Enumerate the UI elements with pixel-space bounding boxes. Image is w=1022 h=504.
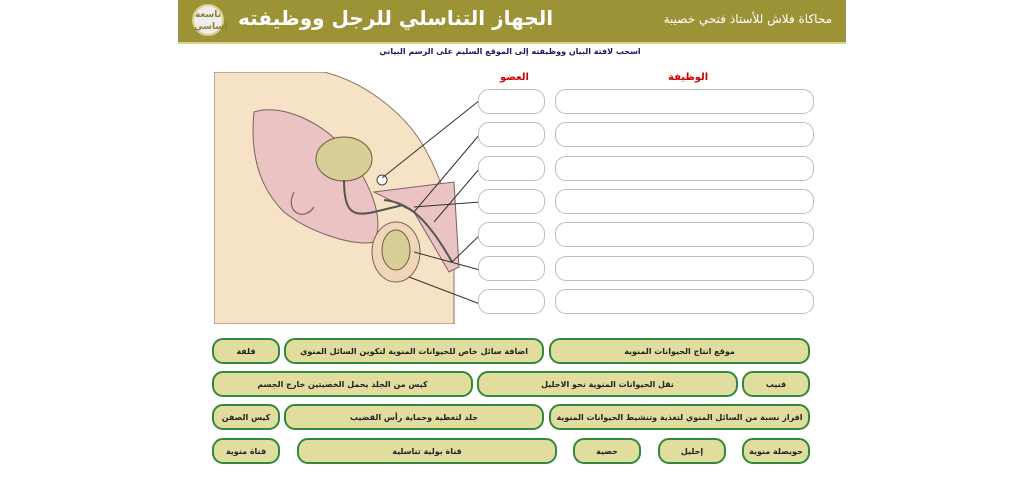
tile-urogenital-function[interactable]: قناة بولية تناسلية (297, 438, 557, 464)
tile-urethra[interactable]: إحليل (658, 438, 726, 464)
organ-slot-3[interactable] (478, 156, 545, 181)
function-slot-4[interactable] (555, 189, 814, 214)
function-slot-7[interactable] (555, 289, 814, 314)
function-slot-1[interactable] (555, 89, 814, 114)
tile-skin-protect-function[interactable]: جلد لتغطية وحماية رأس القضيب (284, 404, 544, 430)
header-bar (178, 0, 846, 44)
page-title: الجهاز التناسلي للرجل ووظيفته (238, 6, 554, 30)
anatomy-illustration (214, 72, 484, 324)
function-column-header: الوظيفة (668, 72, 709, 83)
organ-slot-2[interactable] (478, 122, 545, 147)
badge-line1: تاسعة (194, 10, 222, 20)
grade-badge (192, 4, 228, 36)
organ-column-header: العضو (500, 72, 529, 83)
organ-slot-7[interactable] (478, 289, 545, 314)
function-slot-5[interactable] (555, 222, 814, 247)
tile-qulfa[interactable]: قلفة (212, 338, 280, 364)
organ-slot-6[interactable] (478, 256, 545, 281)
function-slot-3[interactable] (555, 156, 814, 181)
function-slot-6[interactable] (555, 256, 814, 281)
tile-scrotum-function[interactable]: كيس من الجلد يحمل الخصيتين خارج الجسم (212, 371, 473, 397)
tile-seminal-vesicle[interactable]: حويصلة منوية (742, 438, 810, 464)
tile-sperm-production-function[interactable]: موقع انتاج الحيوانات المنوية (549, 338, 810, 364)
tile-scrotum[interactable]: كيس الصفن (212, 404, 280, 430)
tile-transport-function[interactable]: نقل الحيوانات المنوية نحو الاحليل (477, 371, 738, 397)
badge-line2: أساسي (194, 22, 228, 32)
organ-slot-4[interactable] (478, 189, 545, 214)
tile-testis[interactable]: خصية (573, 438, 641, 464)
organ-slot-5[interactable] (478, 222, 545, 247)
tile-epididymis[interactable]: قنيب (742, 371, 810, 397)
tile-vas-deferens[interactable]: قناة منوية (212, 438, 280, 464)
tile-secretion-function[interactable]: افراز نسبة من السائل المنوي لتغذية وتنشيط الحيوانات المنوية (549, 404, 810, 430)
function-slot-2[interactable] (555, 122, 814, 147)
tile-fluid-function[interactable]: اضافة سائل خاص للحيوانات المنوية لتكوين السائل المنوي (284, 338, 544, 364)
instructions: اسحب لافتة البيان ووظيفته إلى الموقع السليم على الرسم البياني (379, 47, 641, 56)
organ-slot-1[interactable] (478, 89, 545, 114)
author-credit: محاكاة فلاش للأستاذ فتحي خصيبة (663, 12, 832, 26)
